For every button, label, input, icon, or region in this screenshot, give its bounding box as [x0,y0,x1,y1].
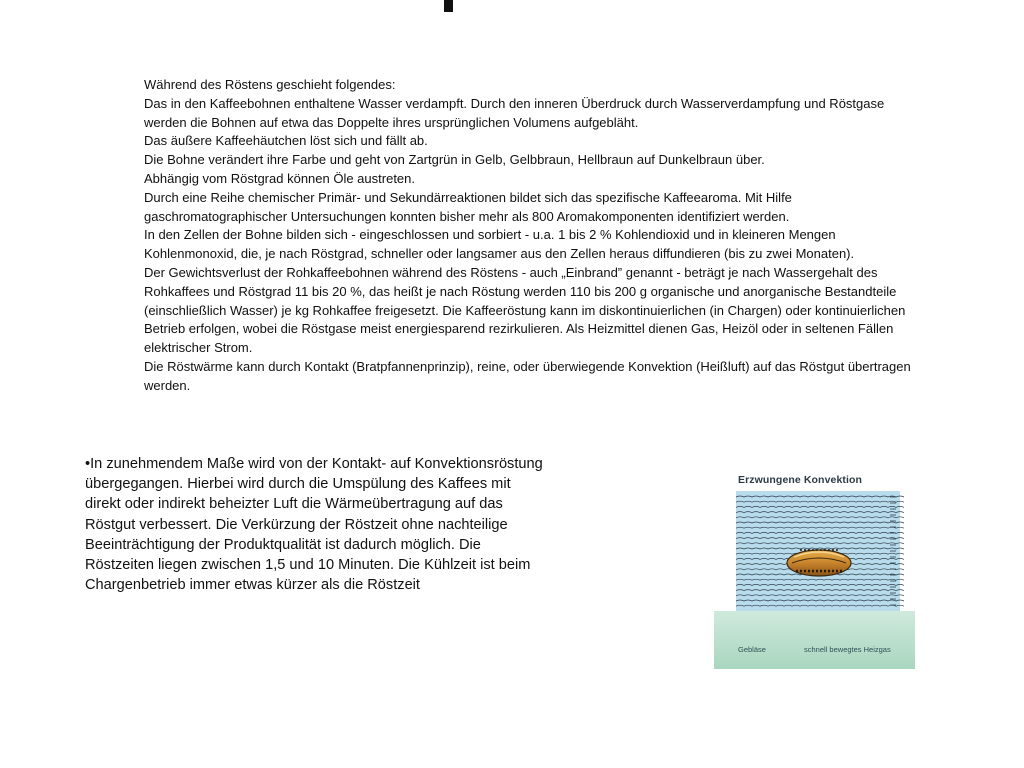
paragraph: Der Gewichtsverlust der Rohkaffeebohnen während des Röstens - auch „Einbrand” genannt - beträgt je nach Wassergehalt des Rohkaffees und Röstgrad 11 bis 20 %, das heißt je nach Röstung werden 110 bis 200 g organische und anorganische Bestandteile (einschließlich Wasser) je kg Rohkaffee freigesetzt. Die Kaffeeröstung kann im diskontinuierlichen (in Chargen) oder kontinuierlichen Betrieb erfolgen, wobei die Röstgase meist energiesparend rezirkulieren. Als Heizmittel dienen Gas, Heizöl oder in seltenen Fällen elektrischer Strom. [144,264,906,356]
paragraph: Das in den Kaffeebohnen enthaltene Wasser verdampft. Durch den inneren Überdruck durch Wasserverdampfung und Röstgase werden die Bohnen auf etwa das Doppelte ihres ursprünglichen Volumens aufgebläht. [144,95,885,130]
main-text-block [144,76,914,396]
paragraph: In den Zellen der Bohne bilden sich - eingeschlossen und sorbiert - u.a. 1 bis 2 % Kohlendioxid und in kleineren Mengen Kohlenmonoxid, die, je nach Röstgrad, schneller oder langsamer aus den Zellen heraus diffundieren (bis zu zwei Monaten). [144,227,855,262]
convection-diagram [714,461,915,669]
top-mark [444,0,453,12]
paragraph: Die Röstwärme kann durch Kontakt (Bratpfannenprinzip), reine, oder überwiegende Konvektion (Heißluft) auf das Röstgut übertragen werden. [144,358,911,393]
coffee-bean-icon [787,550,851,576]
paragraph: Durch eine Reihe chemischer Primär- und Sekundärreaktionen bildet sich das spezifische Kaffeearoma. Mit Hilfe gaschromatographischer Untersuchungen konnten bisher mehr als 800 Aromakomponenten identifiziert werden. [144,189,792,224]
paragraph: Während des Röstens geschieht folgendes: [144,77,396,92]
convection-figure [714,461,915,669]
fan-area [714,611,915,669]
paragraph: Das äußere Kaffeehäutchen löst sich und fällt ab. [144,133,428,149]
figure-label-fan: Gebläse [738,645,766,654]
paragraph: Die Bohne verändert ihre Farbe und geht von Zartgrün in Gelb, Gelbbraun, Hellbraun auf Dunkelbraun über. [144,152,765,168]
bullet-paragraph: •In zunehmendem Maße wird von der Kontakt- auf Konvektionsröstung übergegangen. Hierbei wird durch die Umspülung des Kaffees mit direkt oder indirekt beheizter Luft die Wärmeübertragung auf das Röstgut verbessert. Die Verkürzung der Röstzeit ohne nachteilige Beeinträchtigung der Produktqualität ist dadurch möglich. Die Röstzeiten liegen zwischen 1,5 und 10 Minuten. Die Kühlzeit ist beim Chargenbetrieb immer etwas kürzer als die Röstzeit [85,456,543,594]
figure-title: Erzwungene Konvektion [738,474,863,486]
paragraph: Abhängig vom Röstgrad können Öle austreten. [144,170,416,186]
figure-label-gas: schnell bewegtes Heizgas [804,645,891,654]
